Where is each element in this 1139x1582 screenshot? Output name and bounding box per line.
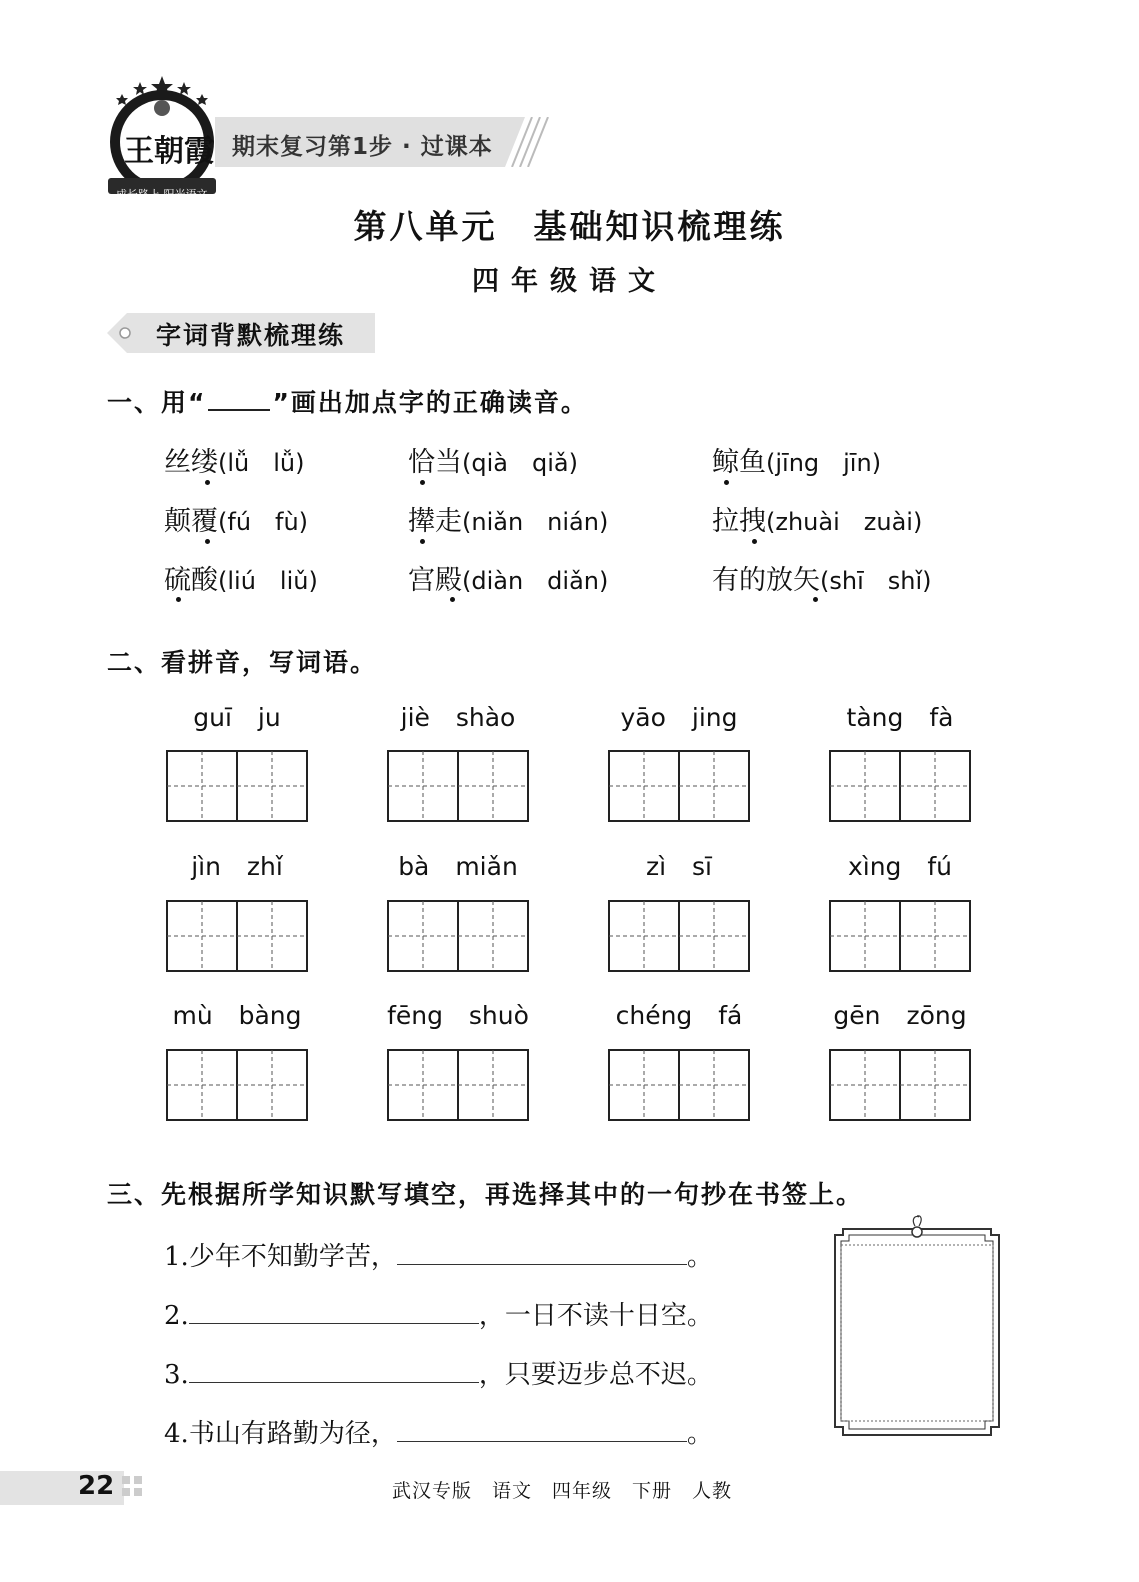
char-grid bbox=[167, 901, 307, 971]
answer-blank[interactable] bbox=[189, 1356, 479, 1383]
pinyin-label: mù bàng bbox=[172, 1001, 302, 1030]
answer-blank[interactable] bbox=[397, 1238, 687, 1265]
step-banner-text: 期末复习第1步 · 过课本 bbox=[232, 134, 493, 160]
pinyin-label: tàng fà bbox=[846, 703, 954, 732]
q2-title: 二、看拼音，写词语。 bbox=[107, 648, 378, 677]
q1-item: 恰当(qià qiǎ) bbox=[408, 447, 578, 478]
pinyin-label: yāo jing bbox=[620, 703, 738, 732]
char-grid bbox=[609, 901, 749, 971]
char-grid bbox=[388, 901, 528, 971]
fill-line-4: 4.书山有路勤为径， 。 bbox=[164, 1413, 713, 1450]
answer-blank[interactable] bbox=[397, 1415, 687, 1442]
page-title: 第八单元 基础知识梳理练 bbox=[353, 207, 786, 246]
pinyin-label: chéng fá bbox=[615, 1001, 743, 1030]
q1-item: 丝缕(lǚ lǚ) bbox=[164, 447, 305, 478]
char-grid bbox=[830, 1050, 970, 1120]
q1-title-post: ”画出加点字的正确读音。 bbox=[272, 388, 588, 417]
pinyin-label: zì sī bbox=[646, 852, 712, 881]
char-grid bbox=[167, 751, 307, 821]
pinyin-label: xìng fú bbox=[847, 852, 953, 881]
char-grid bbox=[167, 1050, 307, 1120]
footer-text: 武汉专版 语文 四年级 下册 人教 bbox=[392, 1480, 733, 1502]
char-grid bbox=[388, 1050, 528, 1120]
q1-item: 鲸鱼(jīng jīn) bbox=[712, 447, 882, 478]
fill-line-1: 1.少年不知勤学苦， 。 bbox=[164, 1236, 713, 1273]
q1-item: 拉拽(zhuài zuài) bbox=[712, 506, 923, 537]
footer-squares bbox=[122, 1476, 152, 1506]
q1-item: 宫殿(diàn diǎn) bbox=[408, 565, 609, 596]
pinyin-label: guī ju bbox=[193, 703, 281, 732]
char-grid bbox=[830, 751, 970, 821]
q1-title-pre: 一、用“ bbox=[107, 388, 207, 417]
q1-item: 撵走(niǎn nián) bbox=[408, 506, 609, 537]
q1-item: 硫酸(liú liǔ) bbox=[164, 565, 318, 596]
q3-title: 三、先根据所学知识默写填空，再选择其中的一句抄在书签上。 bbox=[107, 1180, 864, 1209]
pinyin-label: fēng shuò bbox=[387, 1001, 529, 1030]
char-grid bbox=[388, 751, 528, 821]
section-tag-text: 字词背默梳理练 bbox=[156, 321, 346, 350]
char-grid bbox=[609, 1050, 749, 1120]
pinyin-label: bà miǎn bbox=[398, 852, 518, 881]
pinyin-label: jìn zhǐ bbox=[191, 852, 283, 881]
char-grid bbox=[830, 901, 970, 971]
char-grid bbox=[609, 751, 749, 821]
q1-item: 颠覆(fú fù) bbox=[164, 506, 309, 537]
page-subtitle: 四年级语文 bbox=[472, 266, 667, 297]
pinyin-label: jiè shào bbox=[400, 703, 516, 732]
logo-text: 王朝霞 bbox=[124, 134, 214, 169]
answer-blank[interactable] bbox=[189, 1297, 479, 1324]
logo-ribbon: 成长路上 阳光语文 bbox=[116, 188, 208, 201]
pinyin-label: gēn zōng bbox=[833, 1001, 967, 1030]
fill-line-2: 2. ，一日不读十日空。 bbox=[164, 1295, 713, 1332]
bookmark-frame[interactable] bbox=[827, 1215, 1007, 1443]
q1-item: 有的放矢(shī shǐ) bbox=[712, 565, 932, 596]
fill-line-3: 3. ，只要迈步总不迟。 bbox=[164, 1354, 713, 1391]
page-number: 22 bbox=[78, 1471, 115, 1501]
